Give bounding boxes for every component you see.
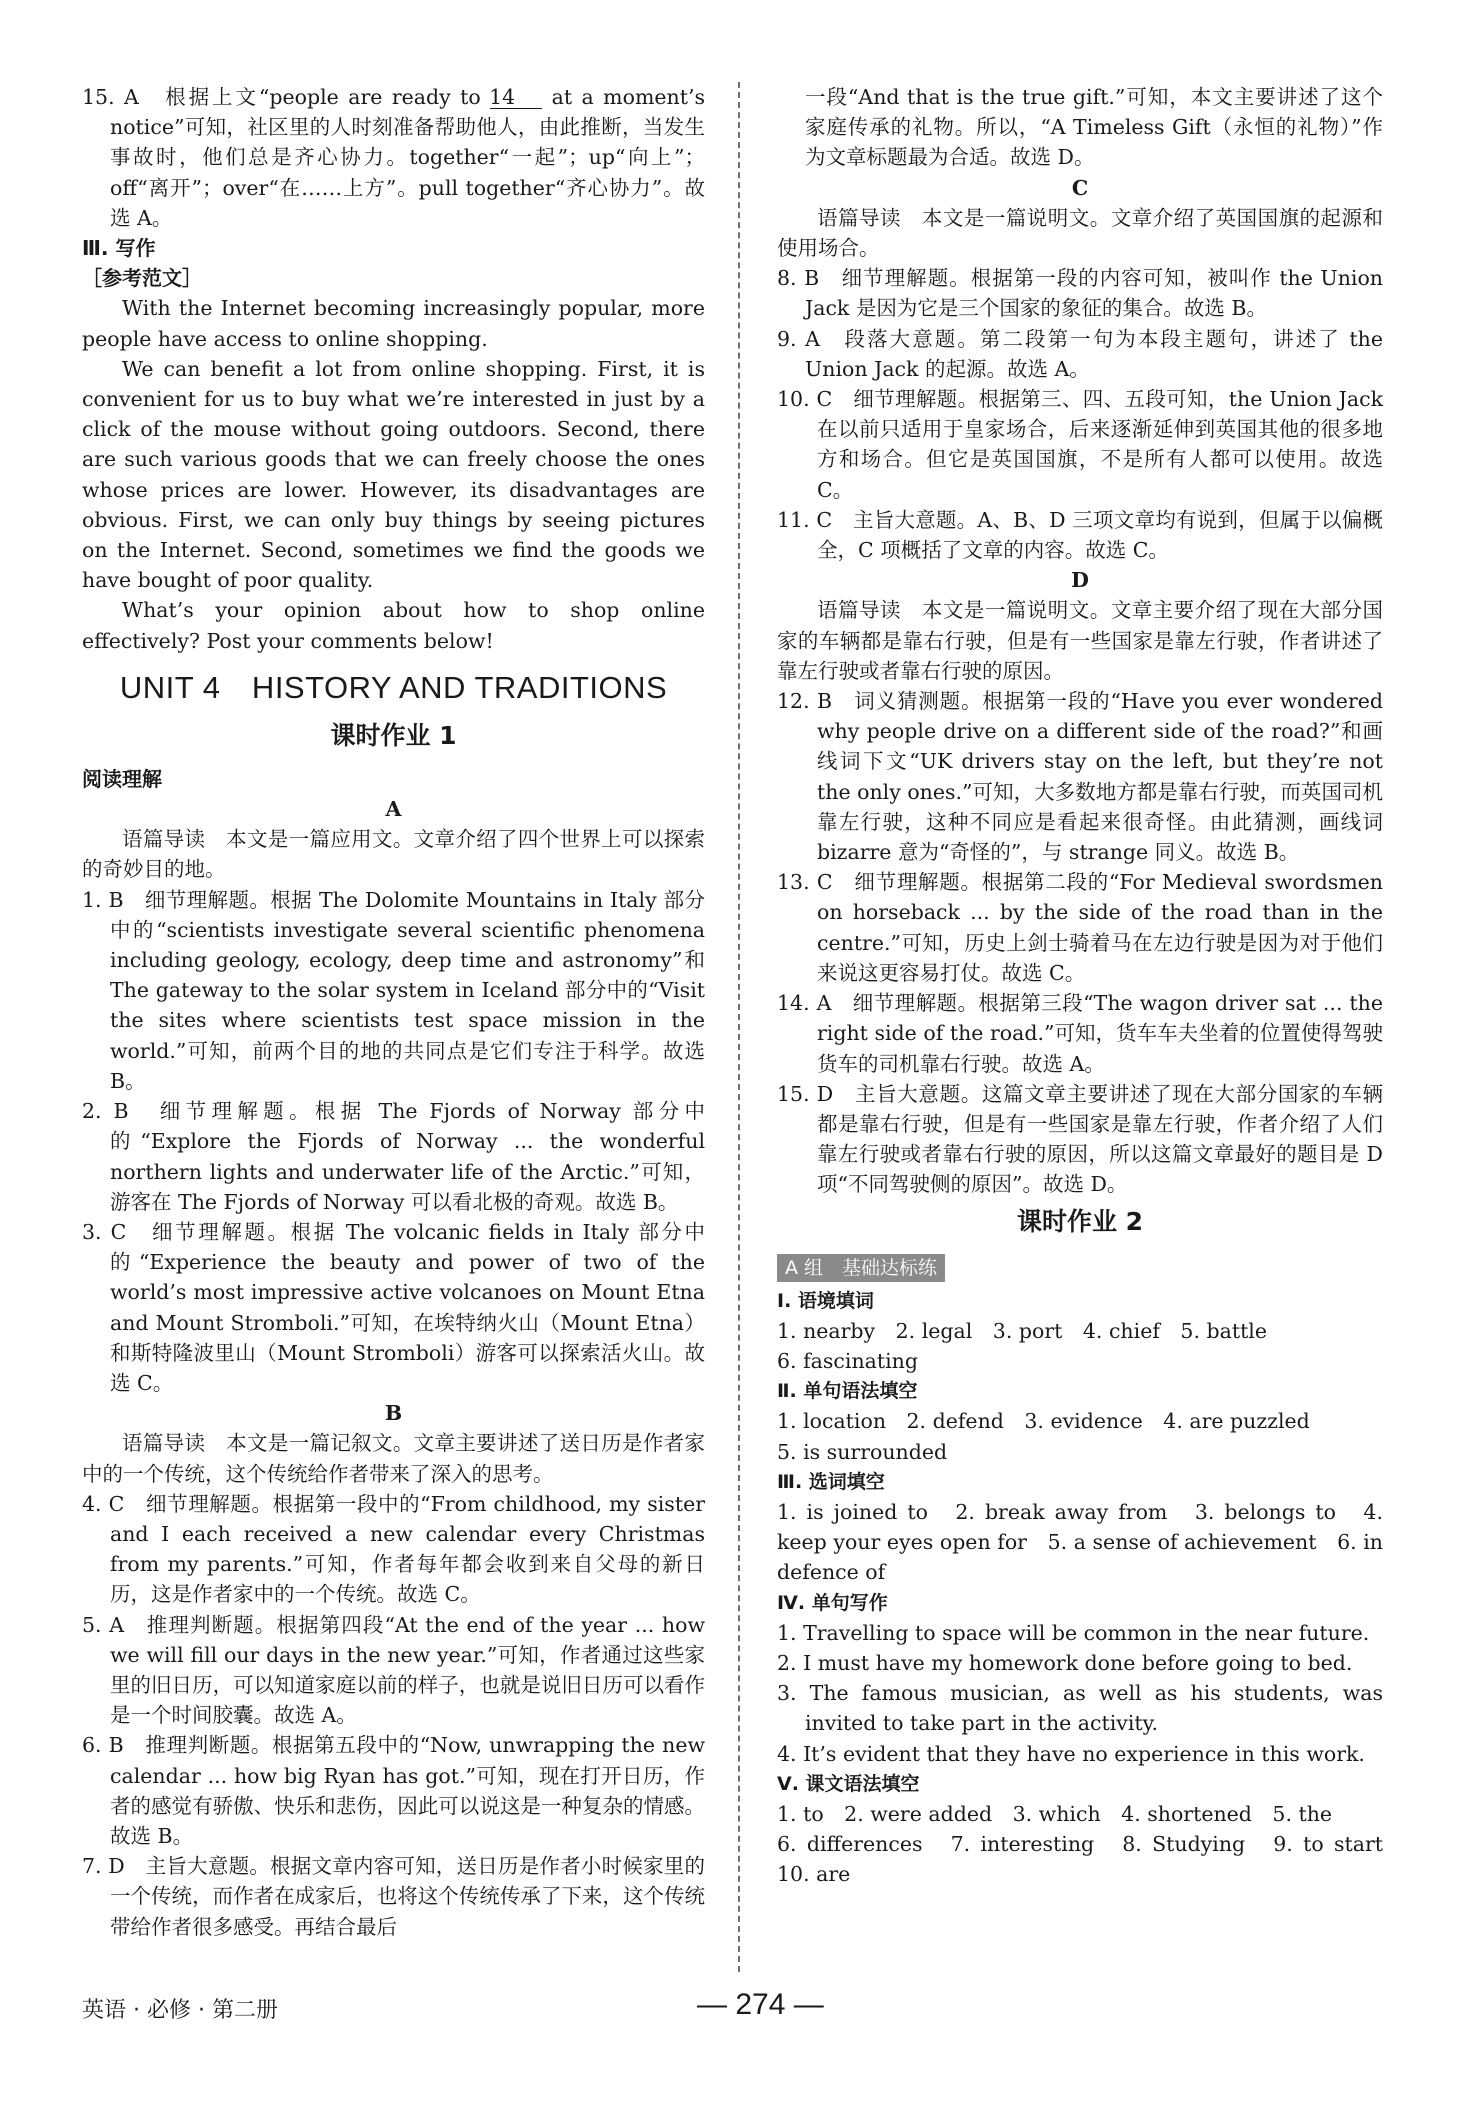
section-1-title: Ⅰ. 语境填词: [777, 1289, 874, 1312]
answer-2: 2. B 细节理解题。根据 The Fjords of Norway 部分中的“Explore the Fjords of Norway ... the wonderful northern lights and underwater life of the Arctic.”可知，游客在 The Fjords of Norway 可以看北极的奇观。故选 B。: [82, 1099, 705, 1214]
answer-15-d: 15. D 主旨大意题。这篇文章主要讲述了现在大部分国家的车辆都是靠右行驶，但是有一些国家是靠左行驶，作者介绍了人们靠左行驶或者靠右行驶的原因，所以这篇文章最好的题目是 D 项“不同驾驶侧的原因”。故选 D。: [777, 1081, 1383, 1197]
section-1-line-2: 6. fascinating: [777, 1348, 918, 1373]
section-2-title: Ⅱ. 单句语法填空: [777, 1380, 918, 1403]
reading-heading: 阅读理解: [82, 766, 162, 791]
answer-3: 3. C 细节理解题。根据 The volcanic fields in Italy 部分中的“Experience the beauty and power of two of the world’s most impressive active volcanoes on Mount Etna and Mount Stromboli.”可知，在埃特纳火山（Mount Etna）和斯特隆波里山（Mount Stromboli）游客可以探索活火山。故选 C。: [82, 1219, 705, 1395]
page-number: — 274 —: [697, 1988, 824, 2021]
right-column: [777, 82, 1404, 1890]
section-5-line-1: 1. to 2. were added 3. which 4. shortened 5. the: [777, 1801, 1333, 1826]
group-a-badge: A 组 基础达标练: [777, 1254, 945, 1282]
section-4-sentence-1: 1. Travelling to space will be common in the near future.: [777, 1620, 1370, 1645]
section-2-line-2: 5. is surrounded: [777, 1439, 948, 1464]
section-3-title: Ⅲ. 选词填空: [777, 1470, 885, 1493]
passage-d-intro: 语篇导读 本文是一篇说明文。文章主要介绍了现在大部分国家的车辆都是靠右行驶，但是有一些国家是靠左行驶，作者讲述了靠左行驶或者靠右行驶的原因。: [777, 598, 1383, 683]
essay-paragraph-3: What’s your opinion about how to shop online effectively? Post your comments below!: [82, 598, 705, 653]
answer-14: 14. A 细节理解题。根据第三段“The wagon driver sat ... the right side of the road.”可知，货车车夫坐着的位置使得驾驶货车的司机靠右行驶。故选 A。: [777, 991, 1383, 1076]
passage-b-label: B: [384, 1401, 403, 1426]
answer-7-continued: 一段“And that is the true gift.”可知，本文主要讲述了这个家庭传承的礼物。所以，“A Timeless Gift（永恒的礼物）”作为文章标题最为合适。故选 D。: [805, 85, 1383, 170]
answer-11: 11. C 主旨大意题。A、B、D 三项文章均有说到，但属于以偏概全，C 项概括了文章的内容。故选 C。: [777, 507, 1383, 563]
answer-7: 7. D 主旨大意题。根据文章内容可知，送日历是作者小时候家里的一个传统，而作者在成家后，也将这个传统传承了下来，这个传统带给作者很多感受。再结合最后: [82, 1854, 705, 1939]
passage-a-intro: 语篇导读 本文是一篇应用文。文章介绍了四个世界上可以探索的奇妙目的地。: [82, 827, 705, 882]
passage-c-label: C: [1071, 175, 1089, 200]
section-4-sentence-3: 3. The famous musician, as well as his students, was invited to take part in the activity.: [777, 1681, 1383, 1736]
section-4-sentence-2: 2. I must have my homework done before going to bed.: [777, 1650, 1353, 1675]
homework-1-title: 课时作业 1: [330, 720, 457, 750]
answer-5: 5. A 推理判断题。根据第四段“At the end of the year ... how we will fill our days in the new year.”可知，作者通过这些家里的旧日历，可以知道家庭以前的样子，也就是说旧日历可以看作是一个时间胶囊。故选 A。: [82, 1612, 705, 1728]
blank-14: 14: [490, 86, 542, 109]
essay-paragraph-1: With the Internet becoming increasingly popular, more people have access to online shopping.: [82, 296, 705, 351]
essay-paragraph-2: We can benefit a lot from online shopping. First, it is convenient for us to buy what we’re interested in just by a click of the mouse without going outdoors. Second, there are such various goods that we can freely choose the ones whose prices are lower. However, its disadvantages are obvious. First, we can only buy things by seeing pictures on the Internet. Second, sometimes we find the goods we have bought of poor quality.: [82, 356, 705, 593]
section-2-line-1: 1. location 2. defend 3. evidence 4. are puzzled: [777, 1409, 1310, 1434]
answer-8: 8. B 细节理解题。根据第一段的内容可知，被叫作 the Union Jack 是因为它是三个国家的象征的集合。故选 B。: [777, 266, 1383, 321]
passage-b-intro: 语篇导读 本文是一篇记叙文。文章主要讲述了送日历是作者家中的一个传统，这个传统给作者带来了深入的思考。: [82, 1431, 705, 1486]
answer-6: 6. B 推理判断题。根据第五段中的“Now, unwrapping the new calendar ... how big Ryan has got.”可知，现在打开日历，作者的感觉有骄傲、快乐和悲伤，因此可以说这是一种复杂的情感。故选 B。: [82, 1733, 705, 1848]
answer-4: 4. C 细节理解题。根据第一段中的“From childhood, my sister and I each received a new calendar every Christmas from my parents.”可知，作者每年都会收到来自父母的新日历，这是作者家中的一个传统。故选 C。: [82, 1491, 705, 1607]
page-footer: [82, 1990, 1382, 2034]
column-divider: [738, 82, 740, 1972]
section-5-title: Ⅴ. 课文语法填空: [777, 1772, 920, 1795]
writing-heading: Ⅲ. 写作: [82, 236, 156, 261]
section-4-sentence-4: 4. It’s evident that they have no experience in this work.: [777, 1741, 1365, 1766]
section-5-line-2: 6. differences 7. interesting 8. Studying 9. to start 10. are: [777, 1832, 1404, 1887]
answer-15-reading: 15. A 根据上文“people are ready to 14 at a moment’s notice”可知，社区里的人时刻准备帮助他人，由此推断，当发生事故时，他们总是齐心协力。together“一起”；up“向上”；off“离开”；over“在……上方”。pull together“齐心协力”。故选 A。: [82, 85, 705, 230]
answer-10: 10. C 细节理解题。根据第三、四、五段可知，the Union Jack 在以前只适用于皇家场合，后来逐渐延伸到英国其他的很多地方和场合。但它是英国国旗，不是所有人都可以使用。故选 C。: [777, 387, 1383, 502]
homework-2-title: 课时作业 2: [1016, 1206, 1144, 1236]
section-1-line-1: 1. nearby 2. legal 3. port 4. chief 5. battle: [777, 1318, 1267, 1343]
passage-a-label: A: [385, 797, 402, 822]
left-column: [82, 82, 705, 1942]
section-4-title: Ⅳ. 单句写作: [777, 1591, 888, 1614]
book-title: 英语 · 必修 · 第二册: [82, 1998, 278, 2023]
answer-9: 9. A 段落大意题。第二段第一句为本段主题句，讲述了 the Union Jack 的起源。故选 A。: [777, 326, 1383, 381]
passage-d-label: D: [1071, 568, 1089, 593]
unit-title: UNIT 4 HISTORY AND TRADITIONS: [119, 669, 668, 705]
answer-13: 13. C 细节理解题。根据第二段的“For Medieval swordsmen on horseback ... by the side of the road than in the centre.”可知，历史上剑士骑着马在左边行驶是因为对于他们来说这更容易打仗。故选 C。: [777, 870, 1383, 985]
answer-12: 12. B 词义猜测题。根据第一段的“Have you ever wondered why people drive on a different side of the road?”和画线词下文“UK drivers stay on the left, but they’re not the only ones.”可知，大多数地方都是靠右行驶，而英国司机靠左行驶，这种不同应是看起来很奇怪。由此猜测，画线词 bizarre 意为“奇怪的”，与 strange 同义。故选 B。: [777, 689, 1383, 865]
answer-1: 1. B 细节理解题。根据 The Dolomite Mountains in Italy 部分中的“scientists investigate several scientific phenomena including geology, ecology, deep time and astronomy”和 The gateway to the solar system in Iceland 部分中的“Visit the sites where scientists test space mission in the world.”可知，前两个目的地的共同点是它们专注于科学。故选 B。: [82, 887, 705, 1093]
passage-c-intro: 语篇导读 本文是一篇说明文。文章介绍了英国国旗的起源和使用场合。: [777, 205, 1383, 261]
sample-essay-heading: ［参考范文］: [82, 266, 202, 291]
section-3-line-1: 1. is joined to 2. break away from 3. belongs to 4. keep your eyes open for 5. a sense of achievement 6. in defence of: [777, 1499, 1383, 1585]
